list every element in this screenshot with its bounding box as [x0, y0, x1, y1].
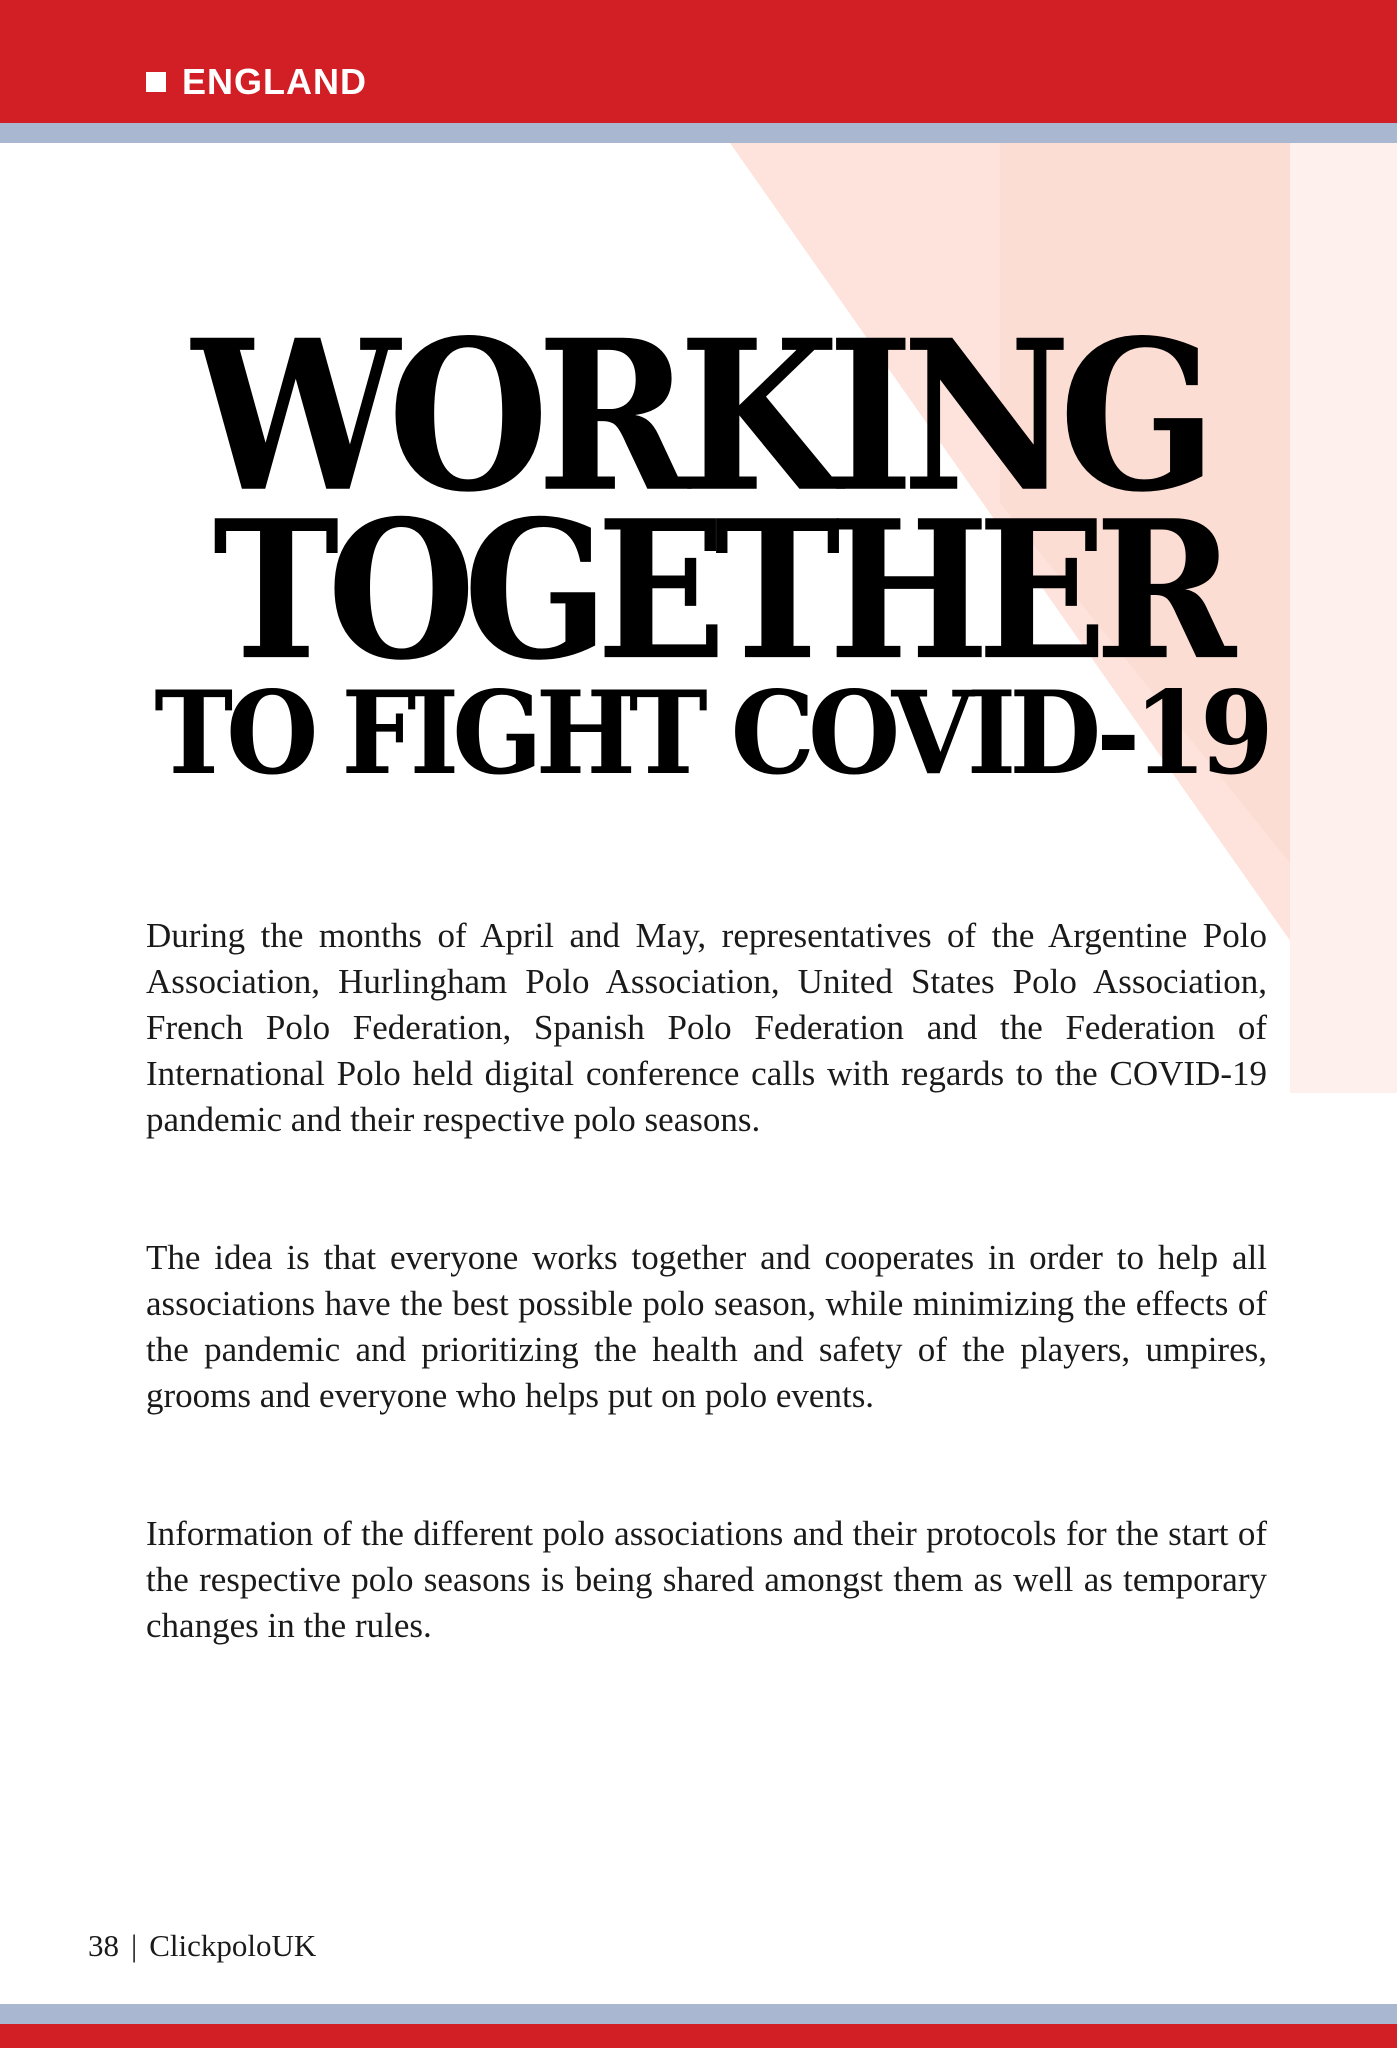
page-footer: [88, 1925, 316, 1967]
section-label: [146, 58, 367, 106]
headline-line-2: TOGETHER: [212, 479, 1225, 703]
section-name: ENGLAND: [182, 61, 367, 102]
header-stripe: [0, 123, 1397, 143]
page-number: 38: [88, 1928, 119, 1963]
footer-bar: [0, 2024, 1397, 2048]
headline-line-1: WORKING: [191, 293, 1206, 539]
header-bar: [0, 0, 1397, 123]
publication-name: ClickpoloUK: [149, 1928, 317, 1963]
headline-line-3: TO FIGHT COVID-19: [154, 664, 1267, 800]
footer-separator: |: [131, 1928, 138, 1963]
body-paragraph-3: Information of the different polo associations and their protocols for the start of the respective polo seasons is being shared amongst them as well as temporary changes in the rules.: [146, 1514, 1267, 1645]
body-paragraph-1: During the months of April and May, representatives of the Argentine Polo Association, Hurlingham Polo Association, United States Polo Association, French Polo Federation, Spanish Polo Federation and the Federation of International Polo held digital conference calls with regards to the COVID-19 pandemic and their respective polo seasons.: [146, 916, 1267, 1139]
body-paragraph-2: The idea is that everyone works together and cooperates in order to help all associations have the best possible polo season, while minimizing the effects of the pandemic and prioritizing the health and safety of the players, umpires, grooms and everyone who helps put on polo events.: [146, 1238, 1267, 1415]
footer-stripe: [0, 2004, 1397, 2024]
square-bullet-icon: [146, 72, 166, 92]
